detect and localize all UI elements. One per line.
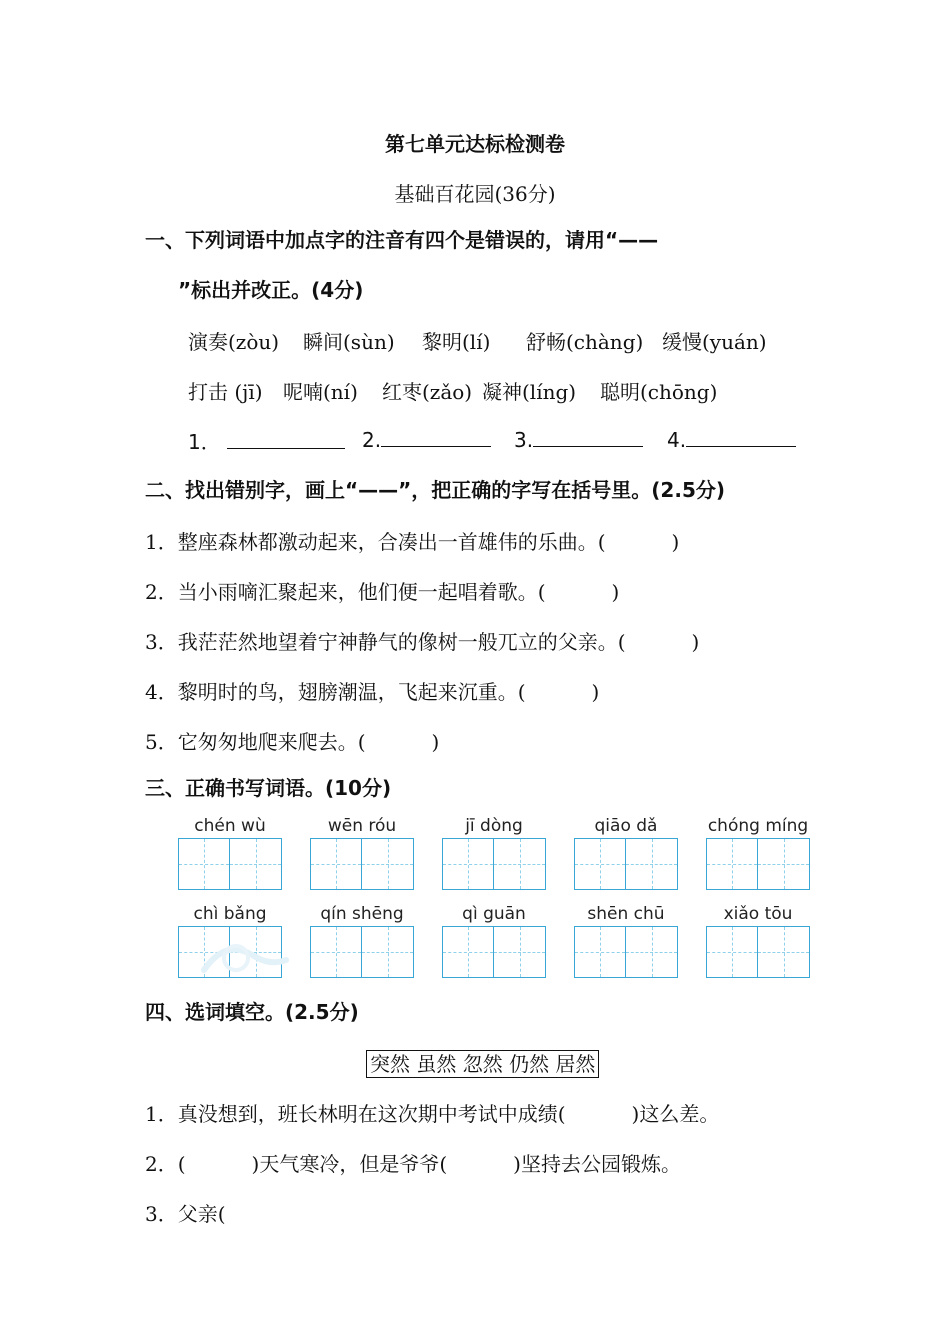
q1-answer-blank-3[interactable] bbox=[514, 426, 643, 452]
blank-label: 4. bbox=[667, 428, 687, 452]
q1-answer-blank-4[interactable] bbox=[667, 426, 796, 452]
answer-line bbox=[381, 426, 491, 447]
grid-cell[interactable] bbox=[310, 926, 362, 978]
blank-label: 2. bbox=[362, 428, 382, 452]
q1-word-4: 舒畅(chàng) bbox=[526, 330, 644, 354]
pinyin-label: xiǎo tōu bbox=[723, 904, 793, 924]
q4-item-text: )这么差。 bbox=[631, 1102, 720, 1126]
q2-item-4 bbox=[145, 676, 599, 705]
q1-word-1: 演奏(zòu) bbox=[188, 330, 280, 354]
page-title: 第七单元达标检测卷 bbox=[385, 132, 565, 156]
grid-cell[interactable] bbox=[626, 926, 678, 978]
pinyin-label: jī dòng bbox=[465, 816, 523, 836]
q1-word-5: 缓慢(yuán) bbox=[662, 330, 767, 354]
q1-heading-line1: 一、下列词语中加点字的注音有四个是错误的，请用“—— bbox=[145, 228, 659, 252]
writing-grid[interactable] bbox=[310, 926, 414, 978]
q4-item-text: )坚持去公园锻炼。 bbox=[513, 1152, 681, 1176]
q1-word-7: 呢喃(ní) bbox=[283, 380, 358, 404]
q3-heading: 三、正确书写词语。(10分) bbox=[145, 776, 392, 800]
q2-item-5 bbox=[145, 726, 439, 755]
q4-item-2 bbox=[145, 1148, 681, 1177]
writing-grid[interactable] bbox=[442, 838, 546, 890]
q1-word-6: 打击 (jī) bbox=[188, 380, 263, 404]
q1-answer-blank-1[interactable] bbox=[188, 426, 345, 455]
q2-item-text: 3．我茫茫然地望着宁神静气的像树一般兀立的父亲。( bbox=[145, 630, 626, 654]
q2-item-text: 1．整座森林都激动起来，合凑出一首雄伟的乐曲。( bbox=[145, 530, 606, 554]
grid-cell[interactable] bbox=[362, 926, 414, 978]
q2-item-1 bbox=[145, 526, 679, 555]
pinyin-label: qiāo dǎ bbox=[594, 816, 658, 836]
grid-cell[interactable] bbox=[706, 838, 758, 890]
q4-heading: 四、选词填空。(2.5分) bbox=[145, 1000, 359, 1024]
q1-word-2: 瞬间(sùn) bbox=[303, 330, 395, 354]
writing-grid[interactable] bbox=[706, 926, 810, 978]
grid-cell[interactable] bbox=[626, 838, 678, 890]
pinyin-label: qín shēng bbox=[320, 904, 404, 924]
pinyin-label: chóng míng bbox=[707, 816, 809, 836]
grid-cell[interactable] bbox=[494, 838, 546, 890]
paren-close: ) bbox=[611, 580, 620, 604]
pinyin-label: chì bǎng bbox=[193, 904, 267, 924]
paren-close: ) bbox=[671, 530, 680, 554]
grid-cell[interactable] bbox=[758, 926, 810, 978]
grid-cell[interactable] bbox=[310, 838, 362, 890]
q1-word-10: 聪明(chōng) bbox=[600, 380, 718, 404]
answer-line bbox=[533, 426, 643, 447]
answer-line bbox=[686, 426, 796, 447]
q1-word-8: 红枣(zǎo) bbox=[382, 380, 473, 404]
q1-word-9: 凝神(líng) bbox=[482, 380, 577, 404]
q2-item-2 bbox=[145, 576, 619, 605]
pinyin-label: chén wù bbox=[194, 816, 266, 836]
q2-item-text: 2．当小雨嘀汇聚起来，他们便一起唱着歌。( bbox=[145, 580, 546, 604]
writing-grid[interactable] bbox=[442, 926, 546, 978]
paren-close: ) bbox=[591, 680, 600, 704]
grid-cell[interactable] bbox=[442, 926, 494, 978]
grid-cell[interactable] bbox=[574, 926, 626, 978]
grid-cell[interactable] bbox=[442, 838, 494, 890]
q1-heading-line2: ”标出并改正。(4分) bbox=[178, 278, 364, 302]
word-bank: 突然 虽然 忽然 仍然 居然 bbox=[366, 1050, 599, 1078]
q4-item-text: 1．真没想到，班长林明在这次期中考试中成绩( bbox=[145, 1102, 566, 1126]
grid-cell[interactable] bbox=[494, 926, 546, 978]
blank-label: 3. bbox=[514, 428, 534, 452]
pinyin-label: wēn róu bbox=[327, 816, 397, 836]
q4-item-1 bbox=[145, 1098, 719, 1127]
q2-heading: 二、找出错别字，画上“——”，把正确的字写在括号里。(2.5分) bbox=[145, 478, 725, 502]
answer-line bbox=[227, 428, 345, 449]
grid-cell[interactable] bbox=[362, 838, 414, 890]
paren-close: ) bbox=[431, 730, 440, 754]
grid-cell[interactable] bbox=[230, 838, 282, 890]
writing-grid[interactable] bbox=[310, 838, 414, 890]
q4-item-text: 3．父亲( bbox=[145, 1202, 226, 1226]
grid-cell[interactable] bbox=[574, 838, 626, 890]
q4-item-text: )天气寒冷，但是爷爷( bbox=[251, 1152, 448, 1176]
q1-word-3: 黎明(lí) bbox=[422, 330, 491, 354]
paren-close: ) bbox=[691, 630, 700, 654]
blank-label: 1． bbox=[188, 430, 221, 454]
writing-grid[interactable] bbox=[574, 926, 678, 978]
pinyin-label: shēn chū bbox=[587, 904, 665, 924]
q2-item-text: 4．黎明时的鸟，翅膀潮温，飞起来沉重。( bbox=[145, 680, 526, 704]
pinyin-label: qì guān bbox=[462, 904, 526, 924]
writing-grid[interactable] bbox=[574, 838, 678, 890]
q1-answer-blank-2[interactable] bbox=[362, 426, 491, 452]
writing-grid[interactable] bbox=[706, 838, 810, 890]
q2-item-text: 5．它匆匆地爬来爬去。( bbox=[145, 730, 366, 754]
watermark-icon bbox=[196, 930, 296, 980]
q2-item-3 bbox=[145, 626, 699, 655]
grid-cell[interactable] bbox=[706, 926, 758, 978]
section-subtitle: 基础百花园(36分) bbox=[394, 182, 556, 206]
grid-cell[interactable] bbox=[758, 838, 810, 890]
writing-grid[interactable] bbox=[178, 838, 282, 890]
q4-item-3 bbox=[145, 1198, 226, 1227]
grid-cell[interactable] bbox=[178, 838, 230, 890]
q4-item-text: 2．( bbox=[145, 1152, 186, 1176]
